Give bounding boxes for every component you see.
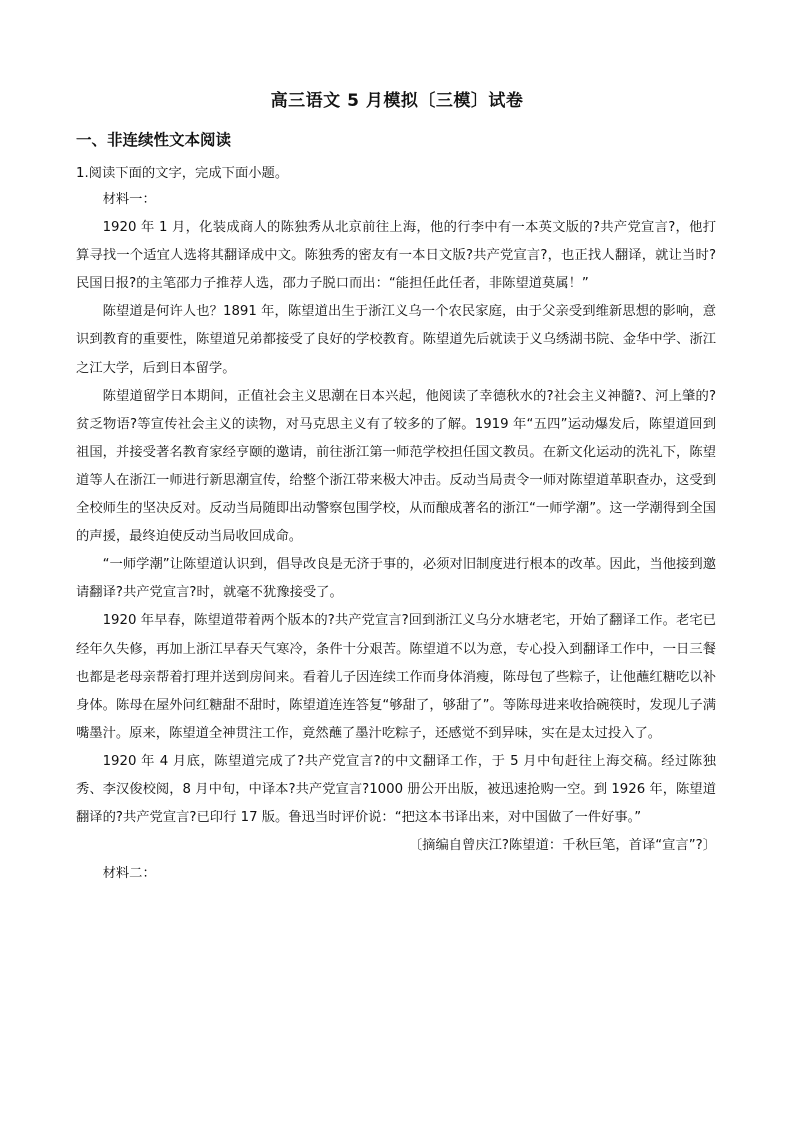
paragraph: 陈望道是何许人也？1891 年，陈望道出生于浙江义乌一个农民家庭，由于父亲受到维新思想的影响，意识到教育的重要性，陈望道兄弟都接受了良好的学校教育。陈望道先后就读于义乌绣湖书院、金华中学、浙江之江大学，后到日本留学。 bbox=[76, 304, 716, 376]
paragraph: “一师学潮”让陈望道认识到，倡导改良是无济于事的，必须对旧制度进行根本的改革。因此，当他接到邀请翻译?共产党宣言?时，就毫不犹豫接受了。 bbox=[76, 557, 716, 601]
paragraph: 陈望道留学日本期间，正值社会主义思潮在日本兴起，他阅读了幸德秋水的?社会主义神髓?、河上肇的?贫乏物语?等宣传社会主义的读物，对马克思主义有了较多的了解。1919 年“五四”运动爆发后，陈望道回到祖国，并接受著名教育家经亨颐的邀请，前往浙江第一师范学校担任国文教员。在新文化运动的洗礼下，陈望道等人在浙江一师进行新思潮宣传，给整个浙江带来极大冲击。反动当局责令一师对陈望道革职查办，这受到全校师生的坚决反对。反动当局随即出动警察包围学校，从而酿成著名的浙江“一师学潮”。这一学潮得到全国的声援，最终迫使反动当局收回成命。 bbox=[76, 388, 716, 545]
page-title: 高三语文 5 月模拟〔三模〕试卷 bbox=[270, 91, 524, 111]
paragraph: 1920 年 1 月，化装成商人的陈独秀从北京前往上海，他的行李中有一本英文版的?共产党宣言?，他打算寻找一个适宜人选将其翻译成中文。陈独秀的密友有一本日文版?共产党宣言?，也正找人翻译，就让当时?民国日报?的主笔邵力子推荐人选，邵力子脱口而出：“能担任此任者，非陈望道莫属！” bbox=[76, 220, 716, 292]
section-heading: 一、非连续性文本阅读 bbox=[76, 131, 232, 149]
reading-passage bbox=[76, 186, 716, 888]
paragraph: 1920 年早春，陈望道带着两个版本的?共产党宣言?回到浙江义乌分水塘老宅，开始了翻译工作。老宅已经年久失修，再加上浙江早春天气寒冷，条件十分艰苦。陈望道不以为意，专心投入到翻译工作中，一日三餐也都是老母亲帮着打理并送到房间来。看着儿子因连续工作而身体消瘦，陈母包了些粽子，让他蘸红糖吃以补身体。陈母在屋外问红糖甜不甜时，陈望道连连答复“够甜了，够甜了”。等陈母进来收拾碗筷时，发现儿子满嘴墨汁。原来，陈望道全神贯注工作，竟然蘸了墨汁吃粽子，还感觉不到异味，实在是太过投入了。 bbox=[76, 613, 716, 741]
material-one-label: 材料一： bbox=[102, 192, 156, 207]
paragraph: 1920 年 4 月底，陈望道完成了?共产党宣言?的中文翻译工作，于 5 月中旬赶往上海交稿。经过陈独秀、李汉俊校阅，8 月中旬，中译本?共产党宣言?1000 册公开出版，被迅速抢购一空。到 1926 年，陈望道翻译的?共产党宣言?已印行 17 版。鲁迅当时评价说：“把这本书译出来，对中国做了一件好事。” bbox=[76, 753, 716, 826]
material-two-label: 材料二： bbox=[102, 866, 156, 882]
question-intro: 1.阅读下面的文字，完成下面小题。 bbox=[76, 166, 289, 181]
source-citation: 〔摘编自曾庆江?陈望道：千秋巨笔，首译“宣言”?〕 bbox=[408, 838, 716, 854]
